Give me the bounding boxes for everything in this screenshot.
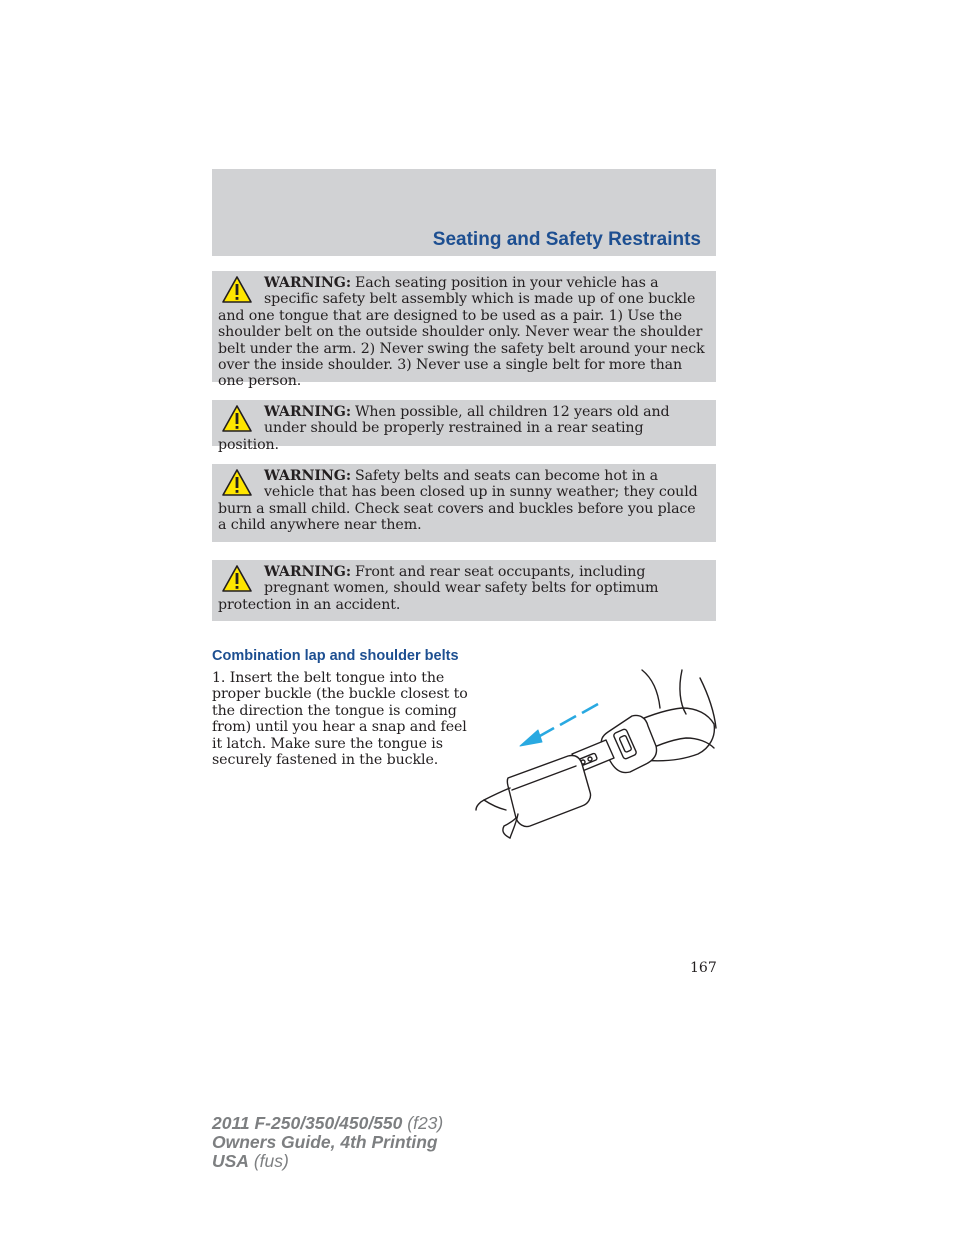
warning-label: WARNING:	[264, 468, 351, 484]
footer-model: 2011 F-250/350/450/550	[212, 1113, 403, 1133]
warning-triangle-icon	[221, 275, 253, 305]
warning-label: WARNING:	[264, 404, 351, 420]
warning-label: WARNING:	[264, 564, 351, 580]
warning-text: Each seating position in your vehicle has a specific safety belt assembly which is made up of one buckle and one tongue that are designed to be used as a pair. 1) Use the shoulder belt on the outside shoulder only. Never wear the shoulder belt under the arm. 2) Never swing the safety belt around your neck over the inside shoulder. 3) Never use a single belt for more than one person.	[218, 275, 705, 390]
document-footer	[212, 1114, 443, 1171]
seat-belt-buckle-illustration	[472, 668, 720, 844]
warning-triangle-icon	[221, 404, 253, 434]
footer-market: USA	[212, 1151, 249, 1171]
footer-market-code: (fus)	[248, 1151, 289, 1171]
warning-box-3	[212, 464, 716, 542]
subsection-heading: Combination lap and shoulder belts	[212, 648, 459, 664]
footer-line-3	[212, 1152, 443, 1171]
warning-triangle-icon	[221, 564, 253, 594]
warning-text: When possible, all children 12 years old and under should be properly restrained in a rear seating position.	[218, 404, 670, 453]
warning-text: Front and rear seat occupants, including pregnant women, should wear safety belts for optimum protection in an accident.	[218, 564, 659, 613]
warning-box-1	[212, 271, 716, 390]
warning-box-2	[212, 400, 716, 453]
footer-line-2: Owners Guide, 4th Printing	[212, 1132, 438, 1152]
page-number: 167	[690, 960, 717, 976]
section-header-bar	[212, 169, 716, 256]
warning-triangle-icon	[221, 468, 253, 498]
footer-model-code: (f23)	[402, 1113, 444, 1133]
instruction-paragraph: 1. Insert the belt tongue into the proper buckle (the buckle closest to the direction the tongue is coming from) until you hear a snap and feel it latch. Make sure the tongue is securely fastened in the buckle.	[212, 670, 468, 769]
section-title: Seating and Safety Restraints	[432, 229, 701, 250]
warning-box-4	[212, 560, 716, 621]
footer-line-1	[212, 1114, 443, 1133]
warning-text: Safety belts and seats can become hot in a vehicle that has been closed up in sunny weather; they could burn a small child. Check seat covers and buckles before you place a child anywhere near them.	[218, 468, 698, 534]
warning-label: WARNING:	[264, 275, 351, 291]
